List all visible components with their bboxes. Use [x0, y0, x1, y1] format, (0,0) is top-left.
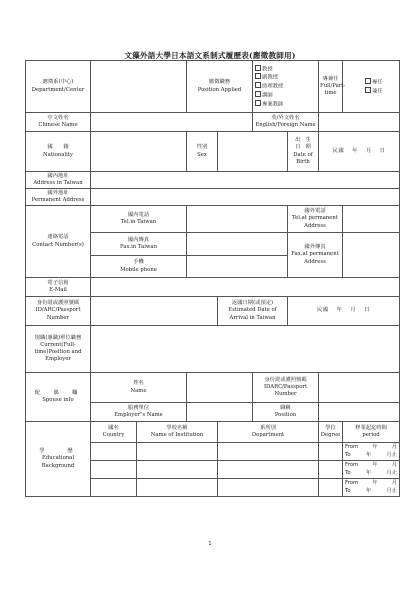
- edu-country-cell[interactable]: [91, 479, 137, 497]
- checkbox[interactable]: [255, 73, 261, 79]
- row-id-number: [26, 297, 400, 326]
- option-assistant-professor: 助理教授: [255, 82, 317, 91]
- edu-department-cell[interactable]: [218, 461, 319, 479]
- address-permanent-label: 國外地址 Permanent Address: [26, 189, 91, 206]
- arrival-date-value[interactable]: 民國 年 月 日: [288, 297, 400, 326]
- dob-value[interactable]: 民國 年 月 日: [319, 132, 400, 172]
- checkbox[interactable]: [255, 91, 261, 97]
- edu-institution-cell[interactable]: [137, 461, 218, 479]
- row-department: [26, 61, 400, 113]
- edu-degree-cell[interactable]: [319, 443, 343, 461]
- edu-department-cell[interactable]: [218, 479, 319, 497]
- edu-department-header: 系所別 Department: [218, 422, 319, 443]
- edu-degree-cell[interactable]: [319, 479, 343, 497]
- spouse-name-value[interactable]: [187, 373, 253, 403]
- option-professor: 教授: [255, 65, 317, 74]
- row-address-taiwan: [26, 172, 400, 189]
- contact-label: 連絡電話 Contact Number(s): [26, 206, 91, 278]
- spouse-name-label: 姓名 Name: [91, 373, 187, 403]
- position-options: [253, 61, 319, 113]
- address-permanent-value[interactable]: [91, 189, 400, 206]
- id-number-value[interactable]: [91, 297, 218, 326]
- fax-taiwan-value[interactable]: [187, 233, 288, 256]
- tel-permanent-label: 國外電話 Tel.at permanent Address: [288, 206, 343, 233]
- fulltime-label: 專兼任 Full/Part- time: [319, 61, 343, 113]
- sex-value[interactable]: [218, 132, 288, 172]
- edu-institution-cell[interactable]: [137, 443, 218, 461]
- department-value[interactable]: [91, 61, 187, 113]
- chinese-name-label: 中文姓名 Chinese Name: [26, 113, 91, 132]
- current-position-label: 現職(專職)單位職務 Current(Full- time)Position and Employer: [26, 326, 91, 373]
- current-position-value[interactable]: [91, 326, 400, 373]
- option-lecturer: 講師: [255, 91, 317, 100]
- row-education-header: [26, 422, 400, 443]
- email-label: 電子信箱 E-Mail: [26, 278, 91, 297]
- spouse-id-label: 身份證或護照號碼 IDARC/Passport Number: [253, 373, 319, 403]
- english-name-value[interactable]: [319, 113, 400, 132]
- fulltime-options: [343, 61, 400, 113]
- edu-country-header: 國名 Country: [91, 422, 137, 443]
- option-associate-professor: 副教授: [255, 73, 317, 82]
- arrival-date-label: 返國日期(或預定) Estimated Date of Arrival in Taiwan: [218, 297, 288, 326]
- spouse-position-value[interactable]: [319, 403, 400, 422]
- tel-taiwan-value[interactable]: [187, 206, 288, 233]
- checkbox[interactable]: [255, 65, 261, 71]
- checkbox[interactable]: [255, 82, 261, 88]
- education-label: 學 歷 Educational Background: [26, 422, 91, 497]
- option-parttime: 兼任: [365, 87, 398, 96]
- edu-degree-header: 學位 Degree: [319, 422, 343, 443]
- dob-label: 出 生 日 期 Date of Birth: [288, 132, 319, 172]
- edu-institution-cell[interactable]: [137, 479, 218, 497]
- tel-taiwan-label: 國內電話 Tel.in Taiwan: [91, 206, 187, 233]
- nationality-value[interactable]: [91, 132, 187, 172]
- row-contact-1: [26, 206, 400, 233]
- fax-taiwan-label: 國內傳真 Fax.in Taiwan: [91, 233, 187, 256]
- edu-period-cell[interactable]: From 年 月 To 年 月止: [343, 443, 400, 461]
- department-label: 應徵系(中心) Department/Center: [26, 61, 91, 113]
- address-taiwan-value[interactable]: [91, 172, 400, 189]
- spouse-employer-label: 服務單位 Employer"s Name: [91, 403, 187, 422]
- row-address-permanent: [26, 189, 400, 206]
- fax-permanent-label: 國外傳真 Fax.at permanent Address: [288, 233, 343, 278]
- chinese-name-value[interactable]: [91, 113, 253, 132]
- spouse-employer-value[interactable]: [187, 403, 253, 422]
- row-spouse-1: [26, 373, 400, 403]
- option-project-teacher: 專案教師: [255, 100, 317, 109]
- id-number-label: 身份證或護照號碼 ID/ARC/Passport Number: [26, 297, 91, 326]
- fax-permanent-value[interactable]: [343, 233, 400, 278]
- edu-department-cell[interactable]: [218, 443, 319, 461]
- sex-label: 性別 Sex: [187, 132, 218, 172]
- spouse-label: 配 偶 欄 Spouse info: [26, 373, 91, 422]
- address-taiwan-label: 國內地址 Address in Taiwan: [26, 172, 91, 189]
- edu-period-cell[interactable]: From 年 月 To 年 月止: [343, 461, 400, 479]
- english-name-label: 英/外文姓名 English/Foreign Name: [253, 113, 319, 132]
- edu-period-header: 修業起迄時間 period: [343, 422, 400, 443]
- spouse-position-label: 職稱 Position: [253, 403, 319, 422]
- row-current-position: [26, 326, 400, 373]
- page-number: 1: [208, 541, 212, 547]
- edu-country-cell[interactable]: [91, 461, 137, 479]
- email-value[interactable]: [91, 278, 400, 297]
- edu-institution-header: 學校名稱 Name of Institution: [137, 422, 218, 443]
- checkbox[interactable]: [365, 87, 371, 93]
- row-email: [26, 278, 400, 297]
- tel-permanent-value[interactable]: [343, 206, 400, 233]
- resume-form: [25, 60, 400, 497]
- edu-country-cell[interactable]: [91, 443, 137, 461]
- row-nationality: [26, 132, 400, 172]
- position-applied-label: 應徵職務 Position Applied: [187, 61, 253, 113]
- nationality-label: 國 籍 Nationality: [26, 132, 91, 172]
- option-fulltime: 專任: [365, 78, 398, 87]
- page-title: 文藻外語大學日本語文系制式履歷表(應徵教師用): [124, 51, 296, 60]
- row-names: [26, 113, 400, 132]
- mobile-value[interactable]: [187, 256, 288, 278]
- checkbox[interactable]: [255, 100, 261, 106]
- edu-period-cell[interactable]: From 年 月 To 年 月止: [343, 479, 400, 497]
- spouse-id-value[interactable]: [319, 373, 400, 403]
- mobile-label: 手機 Mobile phone: [91, 256, 187, 278]
- checkbox[interactable]: [365, 78, 371, 84]
- edu-degree-cell[interactable]: [319, 461, 343, 479]
